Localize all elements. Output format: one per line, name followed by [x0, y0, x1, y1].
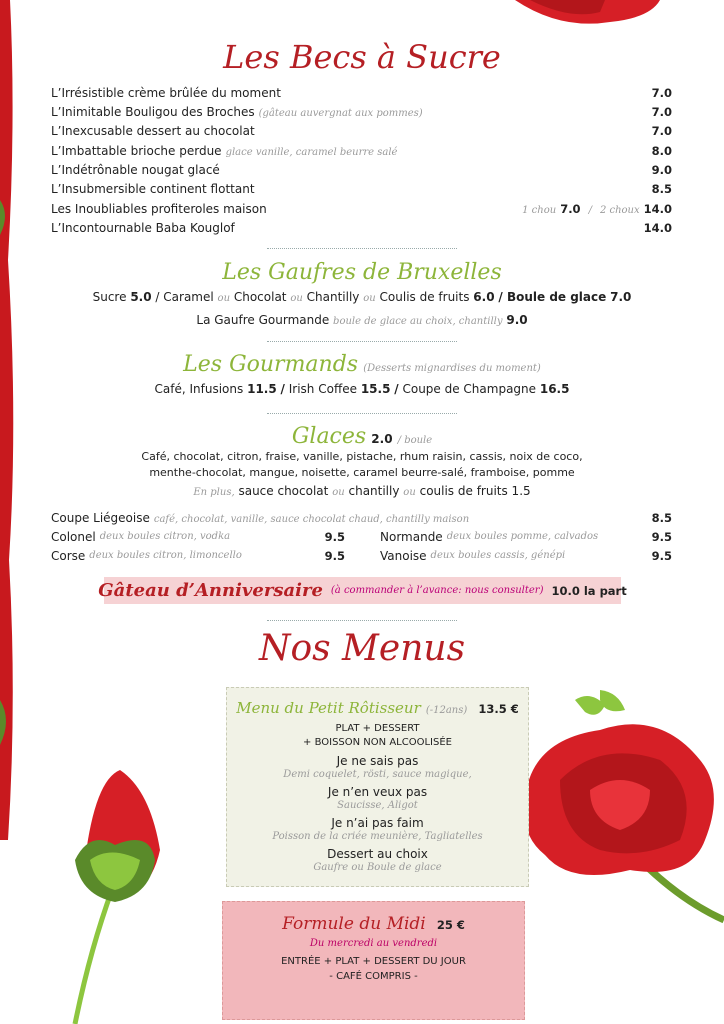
section-title-becs: Les Becs à Sucre — [223, 38, 501, 76]
divider — [267, 413, 457, 414]
formule-title-row: Formule du Midi 25 € — [282, 914, 465, 934]
menu-item: L’Inimitable Bouligou des Broches (gâteau auvergnat aux pommes) 7.0 — [51, 105, 672, 119]
divider — [267, 620, 457, 621]
petit-line: + BOISSON NON ALCOOLISÉE — [303, 737, 452, 748]
menu-item: Colonel deux boules citron, vodka 9.5 — [51, 530, 345, 544]
petit-line: PLAT + DESSERT — [335, 723, 420, 734]
menu-item: L’Irrésistible crème brûlée du moment 7.0 — [51, 86, 672, 100]
gaufres-line: Sucre 5.0 / Caramel ou Chocolat ou Chantilly ou Coulis de fruits 6.0 / Boule de glace 7.0 — [92, 290, 632, 304]
divider — [267, 248, 457, 249]
section-title-gourmands: Les Gourmands (Desserts mignardises du moment) — [183, 352, 541, 377]
petit-desc: Saucisse, Aligot — [337, 800, 418, 811]
petit-rotisseur-box — [226, 687, 529, 887]
divider — [267, 341, 457, 342]
glaces-flavors: Café, chocolat, citron, fraise, vanille, pistache, rhum raisin, cassis, noix de coco, — [141, 450, 583, 463]
gourmands-line: Café, Infusions 11.5 / Irish Coffee 15.5 / Coupe de Champagne 16.5 — [154, 382, 570, 396]
petit-item: Je n’en veux pas — [327, 785, 428, 799]
section-title-menus: Nos Menus — [258, 628, 466, 669]
gaufre-gourmande: La Gaufre Gourmande boule de glace au choix, chantilly 9.0 — [196, 313, 528, 327]
menu-item: Normande deux boules pomme, calvados 9.5 — [380, 530, 672, 544]
menu-item: L’Indétrônable nougat glacé 9.0 — [51, 163, 672, 177]
bud-flower — [75, 770, 160, 1024]
formule-sub: Du mercredi au vendredi — [309, 938, 438, 949]
menu-item: L’Incontournable Baba Kouglof 14.0 — [51, 221, 672, 235]
petit-desc: Poisson de la criée meunière, Tagliatelles — [272, 831, 483, 842]
petit-desc: Demi coquelet, rösti, sauce magique, — [283, 769, 472, 780]
petit-title-row: Menu du Petit Rôtisseur (-12ans) 13.5 € — [236, 699, 519, 717]
section-title-gaufres: Les Gaufres de Bruxelles — [222, 260, 502, 285]
menu-item: L’Insubmersible continent flottant 8.5 — [51, 182, 672, 196]
menu-item: Corse deux boules citron, limoncello 9.5 — [51, 549, 345, 563]
menu-item: L’Inexcusable dessert au chocolat 7.0 — [51, 124, 672, 138]
formule-line: - CAFÉ COMPRIS - — [329, 971, 418, 982]
petit-item: Je n’ai pas faim — [331, 816, 424, 830]
formule-midi-box — [222, 901, 525, 1020]
petit-item: Je ne sais pas — [336, 754, 419, 768]
petit-desc: Gaufre ou Boule de glace — [313, 862, 442, 873]
menu-item: Les Inoubliables profiteroles maison 1 chou 7.0 / 2 choux 14.0 — [51, 202, 672, 216]
anniversaire-band: Gâteau d’Anniversaire (à commander à l’avance: nous consulter) 10.0 la part — [104, 577, 621, 604]
petit-item: Dessert au choix — [327, 847, 428, 861]
formule-line: ENTRÉE + PLAT + DESSERT DU JOUR — [281, 956, 466, 967]
section-title-glaces: Glaces 2.0 / boule — [291, 424, 433, 449]
menu-item: L’Imbattable brioche perdue glace vanille, caramel beurre salé 8.0 — [51, 144, 672, 158]
poppy-flower — [524, 690, 724, 920]
glaces-extra: En plus, sauce chocolat ou chantilly ou coulis de fruits 1.5 — [193, 484, 531, 498]
glaces-flavors: menthe-chocolat, mangue, noisette, caramel beurre-salé, framboise, pomme — [149, 466, 575, 479]
menu-item: Coupe Liégeoise café, chocolat, vanille, sauce chocolat chaud, chantilly maison 8.5 — [51, 511, 672, 525]
menu-item: Vanoise deux boules cassis, génépi 9.5 — [380, 549, 672, 563]
